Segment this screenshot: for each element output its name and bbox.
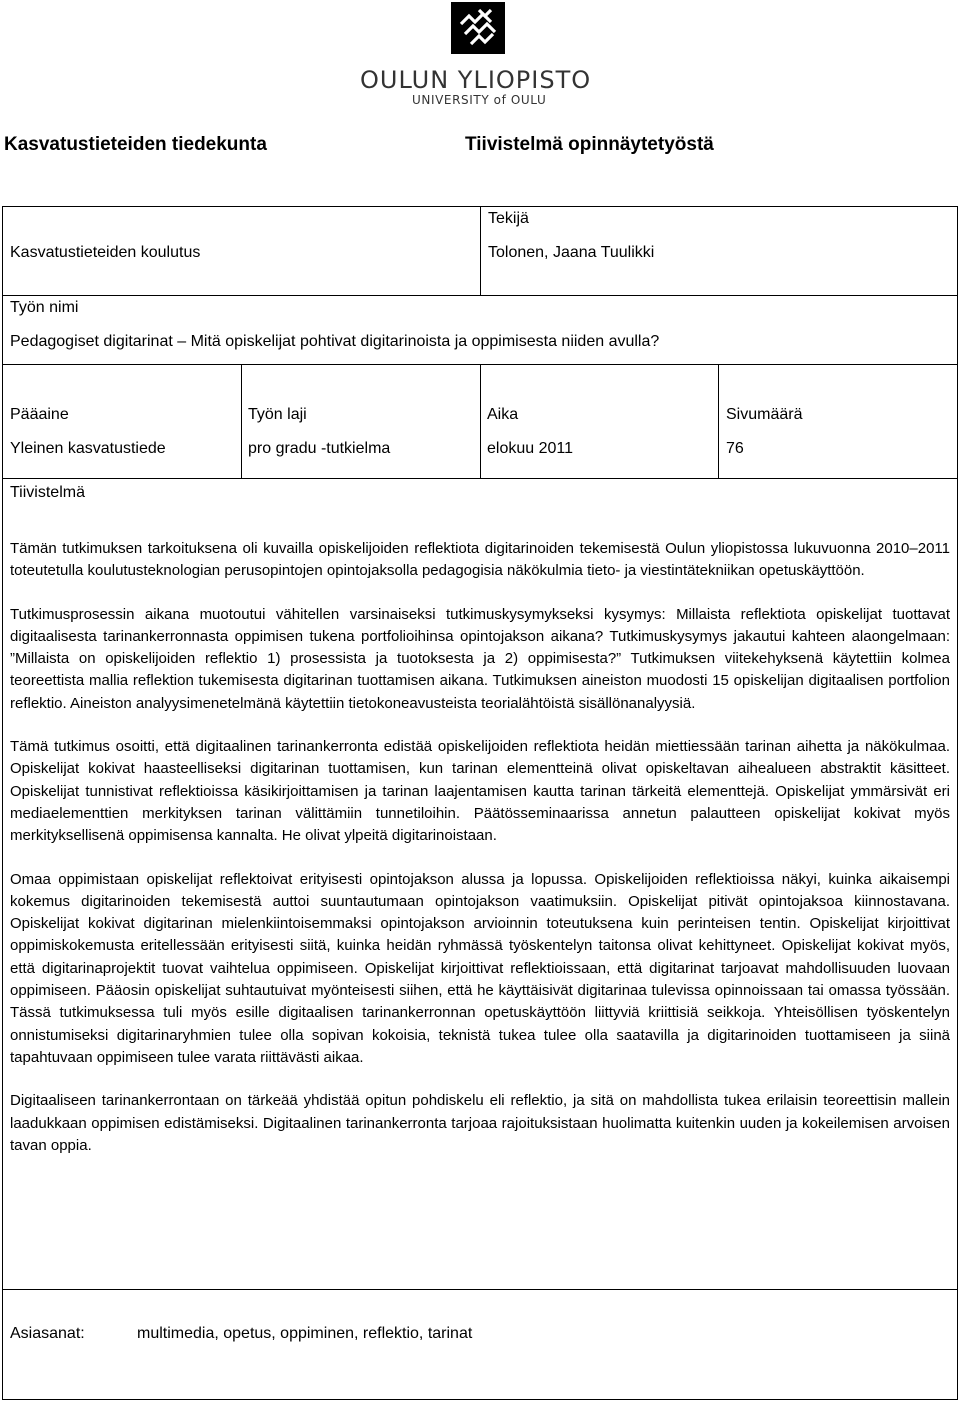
university-name: OULUN YLIOPISTO xyxy=(360,66,592,94)
university-name-english: UNIVERSITY of OULU xyxy=(412,93,547,107)
pages-value: 76 xyxy=(726,440,744,457)
university-emblem-icon xyxy=(451,2,505,54)
date-label: Aika xyxy=(487,406,519,423)
major-label: Pääaine xyxy=(10,406,69,423)
university-logo xyxy=(0,0,960,110)
author-label: Tekijä xyxy=(488,210,529,227)
faculty-name: Kasvatustieteiden tiedekunta xyxy=(4,134,267,155)
abstract-paragraph: Omaa oppimistaan opiskelijat reflektoivat erityisesti opintojakson alussa ja lopussa. Opiskelijoiden reflektioissa näkyi, kuinka aikaisempi kokemus digitarinoiden tekemisestä auttoi suuntautumaan opintojakson vaatimuksiin. Opiskelijat pitivät opintojaksoa kiinnostavana. Opiskelijat kokivat digitarinan mielenkiintoisemmaksi opintojakson arvioinnin toteutuksena kuin perinteisen tentin. Opiskelijat kirjoittivat oppimiskokemusta eritellessään erityisesti siitä, kuinka heidän ryhmässä työskentelyn taitonsa olivat kehittyneet. Opiskelijat kokivat myös, että digitarinaprojektit tuovat vaihtelua oppimiseen. Opiskelijat kirjoittivat reflektioissaan, että digitarinat tarjoavat mahdollisuuden luovaan oppimiseen. Pääosin opiskelijat suhtautuivat myönteisesti siihen, että he käyttäisivät digitarinaa tulevissa opinnoissaan tai omassa työssään. Tässä tutkimuksessa tuli myös esille digitaalisen tarinankerronnan opetuskäyttöön liittyviä kriittisiä seikkoja. Yhteisöllisen työskentelyn onnistumiseksi digitarinaryhmien tulee olla sopivan kokoisia, teknistä tukea tulee olla saatavilla ja digitarinoiden tuottamiseen ja siinä tapahtuvaan oppimiseen tulee varata riittävästi aikaa. xyxy=(10,870,950,1066)
keywords-value: multimedia, opetus, oppiminen, reflektio, tarinat xyxy=(137,1325,473,1342)
abstract-paragraph: Digitaaliseen tarinankerrontaan on tärkeää yhdistää opitun pohdiskelu eli reflektio, ja sitä on mahdollista tukea erilaisin teoreettisin mallein laadukkaan oppimisen edistämiseksi. Digitaalinen tarinankerronta tarjoaa rajoituksistaan huolimatta kuitenkin uuden ja kokeilemisen arvoisen tavan oppia. xyxy=(10,1092,950,1154)
abstract-text xyxy=(10,538,950,1178)
abstract-paragraph: Tämän tutkimuksen tarkoituksena oli kuvailla opiskelijoiden reflektiota digitarinoiden tekemisestä Oulun yliopistossa lukuvuonna 2010–2011 toteutetulla koulutusteknologian perusopintojen opintojaksolla pedagogisia näkökulmia tieto- ja viestintätekniikan opetuskäyttöön. xyxy=(10,540,950,580)
title-label: Työn nimi xyxy=(10,299,79,316)
date-value: elokuu 2011 xyxy=(487,440,573,457)
type-label: Työn laji xyxy=(248,406,307,423)
title-box xyxy=(2,295,958,365)
pages-label: Sivumäärä xyxy=(726,406,803,423)
keywords-label: Asiasanat: xyxy=(10,1325,85,1342)
program-value: Kasvatustieteiden koulutus xyxy=(10,244,201,261)
author-value: Tolonen, Jaana Tuulikki xyxy=(488,244,655,261)
document-type: Tiivistelmä opinnäytetyöstä xyxy=(465,134,714,155)
abstract-paragraph: Tutkimusprosessin aikana muotoutui vähitellen varsinaiseksi tutkimuskysymykseksi kysymys: Millaista reflektiota opiskelijat tuottavat digitaalisesta tarinankerronnasta oppimisen tukena portfolioihinsa opintojakson aikana? Tutkimuskysymys jakautui kahteen alaongelmaan: ”Millaista on opiskelijoiden reflektio 1) prosessista ja tuotoksesta ja 2) oppimisesta?” Tutkimuksen viitekehyksenä käytettiin kolmea teoreettista mallia reflektion tukemisesta digitarinan tuottamisen aikana. Tutkimuksen aineiston muodosti 15 opiskelijan digitaalisen portfolion reflektio. Aineiston analyysimenetelmänä käytettiin tietokoneavusteista teorialähtöistä sisällönanalyysiä. xyxy=(10,605,950,712)
type-value: pro gradu -tutkielma xyxy=(248,440,391,457)
abstract-paragraph: Tämä tutkimus osoitti, että digitaalinen tarinankerronta edistää opiskelijoiden reflektiota heidän miettiessään tarinan aihetta ja näkökulmaa. Opiskelijat kokivat haasteelliseksi digitarinan tuottamisen, kun tarinan elementteinä olivat opiskeltavan aihealueen abstraktit käsitteet. Opiskelijat tunnistivat reflektioissa käsikirjoittamisen ja tarinan laajentamisen kautta tarinan tärkeitä elementtejä. Opiskelijat ymmärsivät eri mediaelementtien merkityksen tarinan välittämiin tunnetiloihin. Päätösseminaarissa annetun palautteen opiskelijat kokivat myös merkityksellisenä oppimisensa kannalta. He olivat ylpeitä digitarinoistaan. xyxy=(10,738,950,845)
thesis-title: Pedagogiset digitarinat – Mitä opiskelijat pohtivat digitarinoista ja oppimisesta niiden avulla? xyxy=(10,333,660,350)
major-value: Yleinen kasvatustiede xyxy=(10,440,166,457)
keywords-box xyxy=(2,1289,958,1400)
abstract-label: Tiivistelmä xyxy=(10,484,85,501)
